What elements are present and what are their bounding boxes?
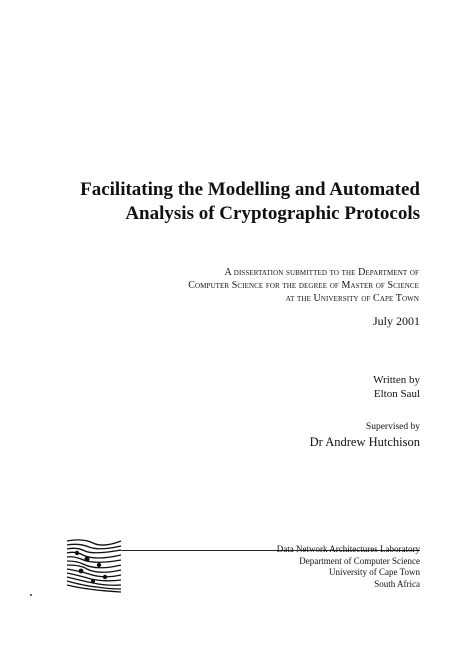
lab-department: Department of Computer Science (299, 555, 420, 566)
submission-statement (188, 266, 419, 305)
supervisor-name: Dr Andrew Hutchison (309, 435, 420, 449)
author-label: Written by (373, 374, 420, 386)
lab-address (277, 544, 420, 590)
page-speck (30, 594, 32, 596)
thesis-title-line-2: Analysis of Cryptographic Protocols (125, 203, 420, 224)
author-block (373, 373, 420, 401)
submission-date: July 2001 (372, 314, 420, 328)
dna-lab-logo-icon (63, 535, 123, 595)
lab-country: South Africa (374, 578, 420, 589)
submission-line-1-text: A dissertation submitted to the Department of (224, 267, 419, 278)
supervisor-block (310, 420, 420, 450)
dna-lab-logo-graphic (63, 535, 123, 595)
submission-line-3-text: at the University of Cape Town (285, 293, 419, 304)
submission-line-3 (188, 292, 419, 305)
submission-line-2 (188, 279, 419, 292)
supervisor-label: Supervised by (365, 422, 420, 432)
author-name: Elton Saul (373, 388, 420, 400)
thesis-title-line-1: Facilitating the Modelling and Automated (80, 179, 420, 200)
lab-university: University of Cape Town (329, 567, 420, 577)
submission-line-2-text: Computer Science for the degree of Master of Science (188, 280, 419, 291)
thesis-title (80, 178, 420, 226)
submission-line-1 (188, 266, 419, 279)
lab-name: Data Network Architectures Laboratory (276, 544, 420, 554)
